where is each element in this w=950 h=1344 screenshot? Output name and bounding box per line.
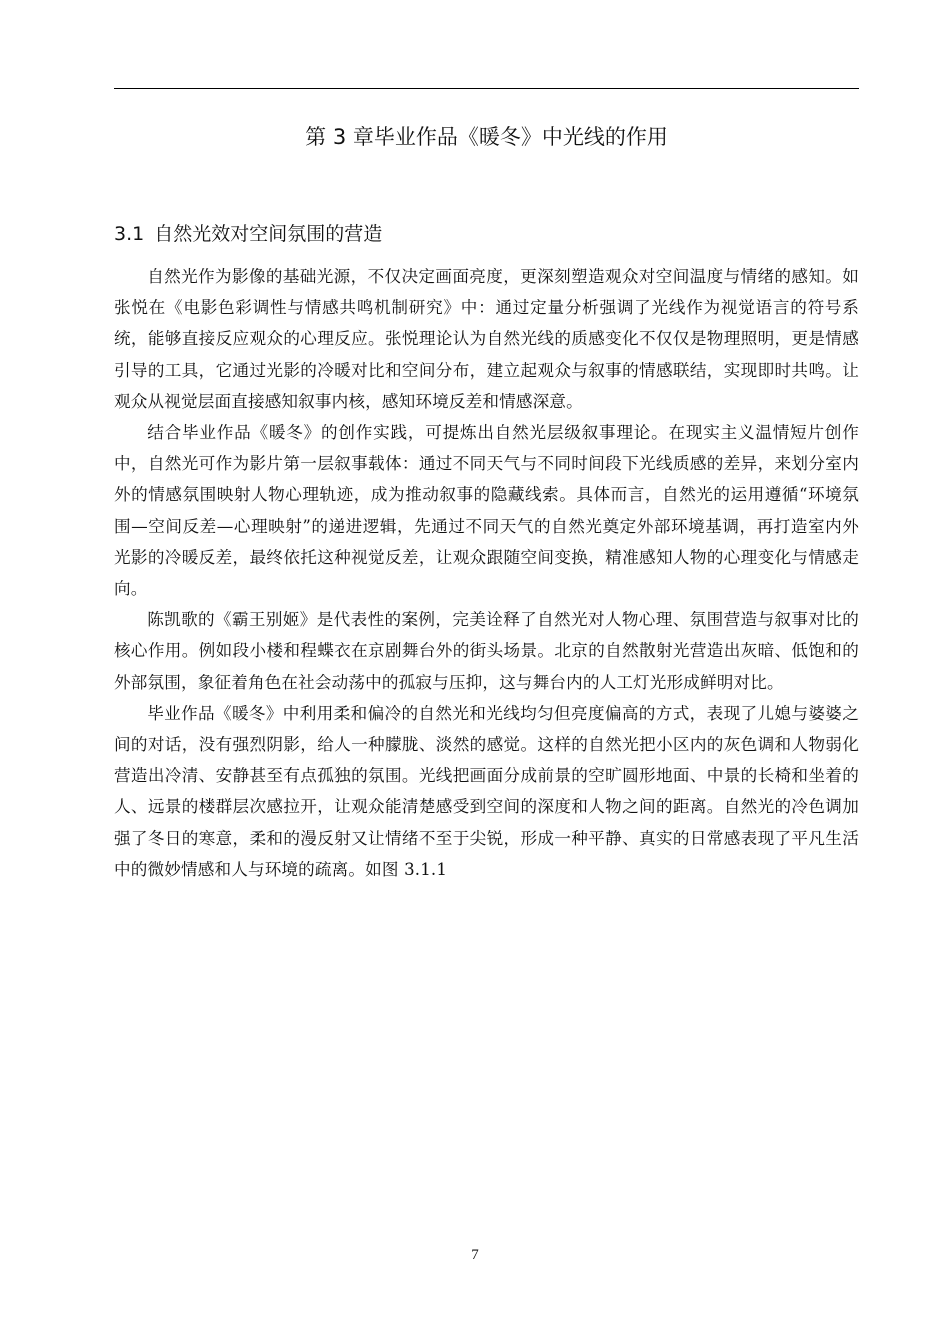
page-number: 7 bbox=[471, 1247, 479, 1263]
section-title: 自然光效对空间氛围的营造 bbox=[154, 223, 383, 245]
chapter-title: 第 3 章毕业作品《暖冬》中光线的作用 bbox=[305, 125, 668, 149]
paragraph: 结合毕业作品《暖冬》的创作实践，可提炼出自然光层级叙事理论。在现实主义温情短片创作中，自然光可作为影片第一层叙事载体：通过不同天气与不同时间段下光线质感的差异，来划分室内外的情感氛围映射人物心理轨迹，成为推动叙事的隐藏线索。具体而言，自然光的运用遵循“环境氛围—空间反差—心理映射”的递进逻辑，先通过不同天气的自然光奠定外部环境基调，再打造室内外光影的冷暖反差，最终依托这种视觉反差，让观众跟随空间变换，精准感知人物的心理变化与情感走向。 bbox=[114, 423, 859, 599]
header-rule bbox=[114, 88, 859, 89]
paragraph: 自然光作为影像的基础光源，不仅决定画面亮度，更深刻塑造观众对空间温度与情绪的感知。如张悦在《电影色彩调性与情感共鸣机制研究》中：通过定量分析强调了光线作为视觉语言的符号系统，能够直接反应观众的心理反应。张悦理论认为自然光线的质感变化不仅仅是物理照明，更是情感引导的工具，它通过光影的冷暖对比和空间分布，建立起观众与叙事的情感联结，实现即时共鸣。让观众从视觉层面直接感知叙事内核，感知环境反差和情感深意。 bbox=[114, 267, 859, 411]
paragraph: 毕业作品《暖冬》中利用柔和偏冷的自然光和光线均匀但亮度偏高的方式，表现了儿媳与婆婆之间的对话，没有强烈阴影，给人一种朦胧、淡然的感觉。这样的自然光把小区内的灰色调和人物弱化营造出冷清、安静甚至有点孤独的氛围。光线把画面分成前景的空旷圆形地面、中景的长椅和坐着的人、远景的楼群层次感拉开，让观众能清楚感受到空间的深度和人物之间的距离。自然光的冷色调加强了冬日的寒意，柔和的漫反射又让情绪不至于尖锐，形成一种平静、真实的日常感表现了平凡生活中的微妙情感和人与环境的疏离。如图 3.1.1 bbox=[114, 703, 859, 879]
paragraph: 陈凯歌的《霸王别姬》是代表性的案例，完美诠释了自然光对人物心理、氛围营造与叙事对比的核心作用。例如段小楼和程蝶衣在京剧舞台外的街头场景。北京的自然散射光营造出灰暗、低饱和的外部氛围，象征着角色在社会动荡中的孤寂与压抑，这与舞台内的人工灯光形成鲜明对比。 bbox=[114, 610, 859, 692]
section-heading bbox=[114, 218, 382, 250]
body-text bbox=[114, 261, 859, 885]
section-number: 3.1 bbox=[114, 223, 145, 245]
